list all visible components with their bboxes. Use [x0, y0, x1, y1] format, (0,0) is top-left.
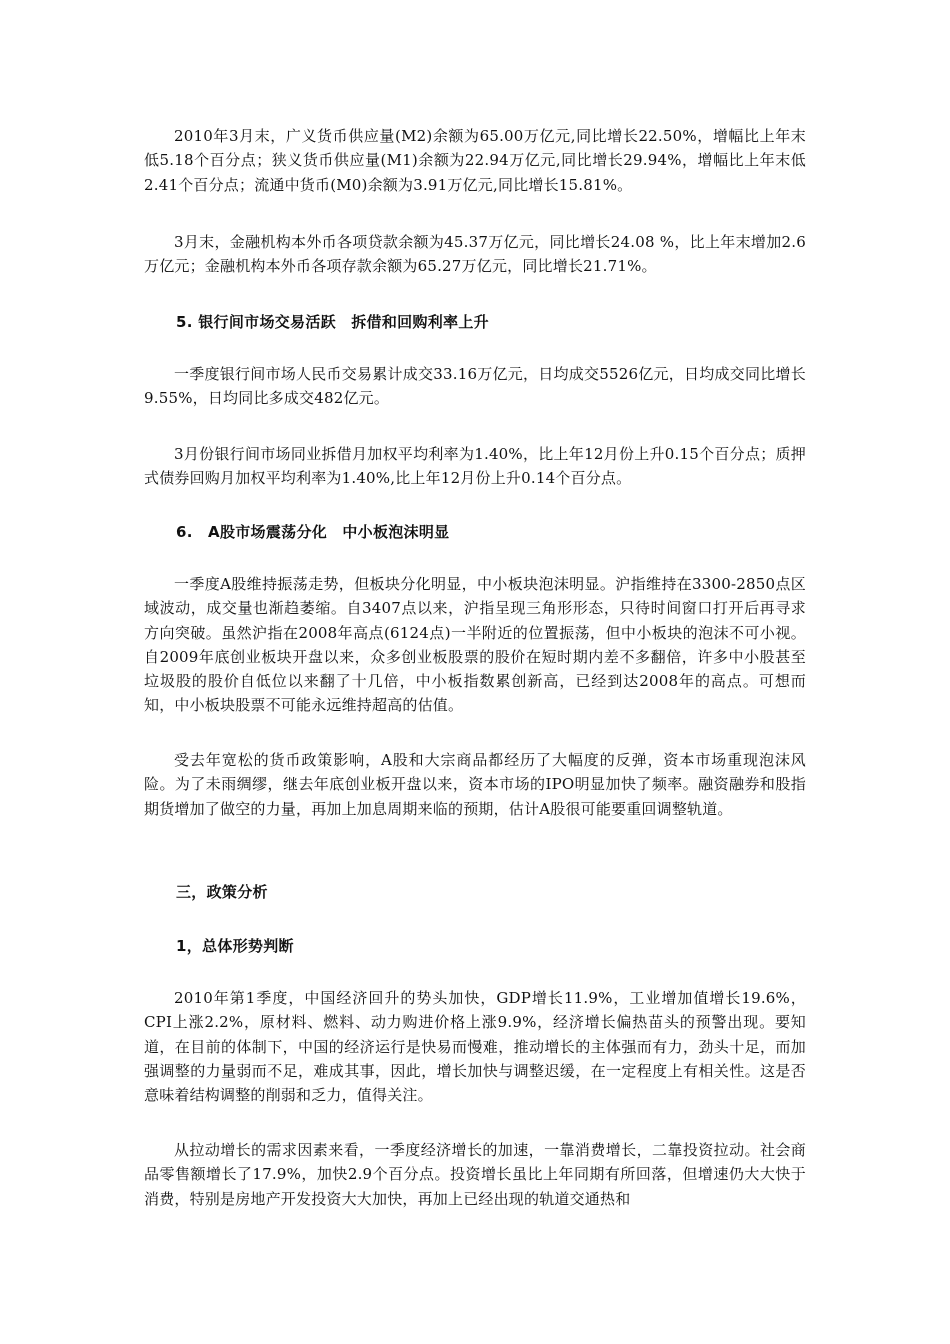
paragraph-q1-economy: 2010年第1季度，中国经济回升的势头加快，GDP增长11.9%，工业增加值增长19.6%，CPI上涨2.2%，原材料、燃料、动力购进价格上涨9.9%，经济增长偏热苗头的预警出现。要知道，在目前的体制下，中国的经济运行是快易而慢难，推动增长的主体强而有力，劲头十足，而加强调整的力量弱而不足，难成其事，因此，增长加快与调整迟缓，在一定程度上有相关性。这是否意味着结构调整的削弱和乏力，值得关注。 [144, 989, 806, 1105]
paragraph-interbank-rates: 3月份银行间市场同业拆借月加权平均利率为1.40%，比上年12月份上升0.15个百分点；质押式债券回购月加权平均利率为1.40%,比上年12月份上升0.14个百分点。 [144, 445, 806, 488]
paragraph-a-share-outlook: 受去年宽松的货币政策影响，A股和大宗商品都经历了大幅度的反弹，资本市场重现泡沫风险。为了未雨绸缪，继去年底创业板开盘以来，资本市场的IPO明显加快了频率。融资融券和股指期货增加了做空的力量，再加上加息周期来临的预期，估计A股很可能要重回调整轨道。 [144, 751, 806, 818]
paragraph-demand-factors: 从拉动增长的需求因素来看，一季度经济增长的加速，一靠消费增长，二靠投资拉动。社会商品零售额增长了17.9%，加快2.9个百分点。投资增长虽比上年同期有所回落，但增速仍大大快于消费，特别是房地产开发投资大大加快，再加上已经出现的轨道交通热和 [144, 1141, 806, 1208]
heading-interbank-market: 5. 银行间市场交易活跃 拆借和回购利率上升 [176, 313, 489, 331]
paragraph-loans-deposits: 3月末，金融机构本外币各项贷款余额为45.37万亿元，同比增长24.08 %，比上年末增加2.6万亿元；金融机构本外币各项存款余额为65.27万亿元，同比增长21.71%。 [144, 233, 806, 276]
paragraph-interbank-volume: 一季度银行间市场人民币交易累计成交33.16万亿元，日均成交5526亿元，日均成交同比增长9.55%，日均同比多成交482亿元。 [144, 365, 806, 408]
paragraph-money-supply: 2010年3月末，广义货币供应量(M2)余额为65.00万亿元,同比增长22.50%，增幅比上年末低5.18个百分点；狭义货币供应量(M1)余额为22.94万亿元,同比增长29.94%，增幅比上年末低2.41个百分点；流通中货币(M0)余额为3.91万亿元,同比增长15.81%。 [144, 127, 806, 194]
heading-overall-situation: 1，总体形势判断 [176, 937, 294, 955]
heading-a-share-market: 6. A股市场震荡分化 中小板泡沫明显 [176, 523, 450, 541]
heading-policy-analysis: 三，政策分析 [176, 883, 268, 901]
paragraph-a-share-trend: 一季度A股维持振荡走势，但板块分化明显，中小板块泡沫明显。沪指维持在3300-2850点区域波动，成交量也渐趋萎缩。自3407点以来，沪指呈现三角形形态，只待时间窗口打开后再寻求方向突破。虽然沪指在2008年高点(6124点)一半附近的位置振荡，但中小板块的泡沫不可小视。自2009年底创业板块开盘以来，众多创业板股票的股价在短时期内差不多翻倍，许多中小股甚至垃圾股的股价自低位以来翻了十几倍，中小板指数累创新高，已经到达2008年的高点。可想而知，中小板块股票不可能永远维持超高的估值。 [144, 575, 806, 715]
